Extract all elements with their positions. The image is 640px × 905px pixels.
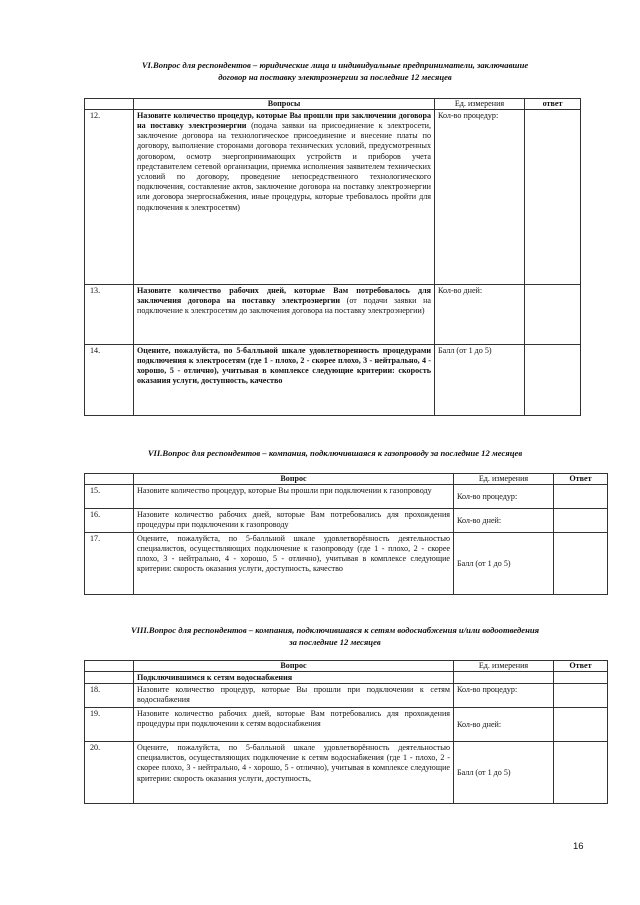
- table-header-row: [85, 661, 608, 672]
- unit-cell: Кол-во процедур:: [435, 110, 525, 285]
- unit-cell: Балл (от 1 до 5): [454, 533, 554, 595]
- question-text-bold: Оцените, пожалуйста, по 5-балльной шкале удовлетворенность процедурами подключения к электросетям (где 1 - плохо, 2 - скорее плохо, 3 - нейтрально, 4 - хорошо, 5 - отлично), учитывая в комплексе следующие критерии: скорость оказания услуги, доступность, качество: [137, 345, 431, 386]
- question-number: 14.: [85, 345, 134, 416]
- question-number: 19.: [85, 708, 134, 742]
- table-row: [85, 509, 608, 533]
- answer-field[interactable]: [554, 684, 608, 708]
- question-number: 18.: [85, 684, 134, 708]
- subheader-answer-cell: [554, 672, 608, 684]
- column-header-unit: Ед. измерения: [454, 661, 554, 672]
- section-8-heading: [60, 625, 610, 648]
- table-row: [85, 485, 608, 509]
- column-header-question: Вопрос: [134, 661, 454, 672]
- column-header-number: [85, 474, 134, 485]
- question-number: 12.: [85, 110, 134, 285]
- section-7-heading-line1: VII.Вопрос для респондентов – компания, подключившаяся к газопроводу за последние 12 месяцев: [147, 448, 523, 458]
- section-7-table: [84, 473, 608, 595]
- section-7-heading: [70, 448, 600, 460]
- question-text: [134, 110, 435, 285]
- question-text: [134, 285, 435, 345]
- answer-field[interactable]: [554, 708, 608, 742]
- section-6-heading-line2: договор на поставку электроэнергии за последние 12 месяцев: [218, 71, 452, 82]
- question-text-normal: (от подачи заявки на подключение к электросетям до заключения договора на поставку электроэнергии): [137, 295, 431, 316]
- page-number: 16: [573, 841, 584, 852]
- question-text: Назовите количество рабочих дней, которые Вам потребовались для прохождения процедуры при подключении к сетям водоснабжения: [134, 708, 454, 742]
- column-header-number: [85, 99, 134, 110]
- question-text-bold: Назовите количество рабочих дней, которые Вам потребовалось для заключения договора на поставку электроэнергии: [137, 285, 431, 305]
- unit-cell: Кол-во процедур:: [454, 684, 554, 708]
- table-row: [85, 345, 581, 416]
- question-text: Назовите количество процедур, которые Вы прошли при подключении к газопроводу: [134, 485, 454, 509]
- subheader-label: Подключившимся к сетям водоснабжения: [134, 672, 454, 684]
- question-number: 20.: [85, 742, 134, 804]
- question-text: Оцените, пожалуйста, по 5-балльной шкале удовлетворённость деятельностью специалистов, осуществляющих подключение к сетям водоснабжения (где 1 - плохо, 2 - скорее плохо, 3 - нейтрально, 4 - хорошо, 5 - отлично), учитывая в комплексе следующие критерии: скорость оказания услуги, доступность,: [134, 742, 454, 804]
- question-text: Оцените, пожалуйста, по 5-балльной шкале удовлетворённость деятельностью специалистов, осуществляющих подключение к газопроводу (где 1 - плохо, 2 - скорее плохо, 3 - нейтрально, 4 - хорошо, 5 - отлично), учитывая в комплексе следующие критерии: скорость оказания услуги, доступность, качество: [134, 533, 454, 595]
- column-header-question: Вопрос: [134, 474, 454, 485]
- table-row: [85, 533, 608, 595]
- question-text: [134, 345, 435, 416]
- section-6-heading-line1: VI.Вопрос для респондентов – юридические лица и индивидуальные предприниматели, заключавшие: [141, 60, 529, 70]
- question-text-normal: (подача заявки на присоединение к электросети, заключение договора на технологическое присоединение и внесение платы по договору, выполнение сторонами договора технических условий, предусмотренных договором, осмотр энергопринимающих устройств и приборов учета представителем сетевой организации, приемка исполнения заявителем технических условий по договору, проведение непосредственного технологического подключения, составление актов, заключение договора на поставку электроэнергии или договора энергоснабжения, иные процедуры, которые требовалось пройти для подключения к электросетям): [137, 120, 432, 212]
- unit-cell: Балл (от 1 до 5): [435, 345, 525, 416]
- question-text: Назовите количество процедур, которые Вы прошли при подключении к сетям водоснабжения: [134, 684, 454, 708]
- question-text-bold: Назовите количество процедур, которые Вы прошли при заключении договора на поставку электроэнергии: [137, 110, 431, 130]
- table-row: [85, 708, 608, 742]
- unit-cell: Балл (от 1 до 5): [454, 742, 554, 804]
- subheader-unit-cell: [454, 672, 554, 684]
- question-number: 16.: [85, 509, 134, 533]
- column-header-answer: ответ: [525, 99, 581, 110]
- section-6-table: [84, 98, 581, 416]
- answer-field[interactable]: [554, 742, 608, 804]
- section-8-table: [84, 660, 608, 804]
- question-number: 15.: [85, 485, 134, 509]
- answer-field[interactable]: [554, 533, 608, 595]
- table-row: [85, 684, 608, 708]
- table-row: [85, 285, 581, 345]
- column-header-answer: Ответ: [554, 661, 608, 672]
- column-header-question: Вопросы: [134, 99, 435, 110]
- unit-cell: Кол-во дней:: [435, 285, 525, 345]
- table-row: [85, 742, 608, 804]
- table-header-row: [85, 99, 581, 110]
- question-number: 13.: [85, 285, 134, 345]
- table-row: [85, 110, 581, 285]
- subheader-row: [85, 672, 608, 684]
- answer-field[interactable]: [554, 485, 608, 509]
- table-header-row: [85, 474, 608, 485]
- question-number: 17.: [85, 533, 134, 595]
- answer-field[interactable]: [554, 509, 608, 533]
- section-6-heading: [70, 60, 600, 83]
- column-header-unit: Ед. измерения: [435, 99, 525, 110]
- unit-cell: Кол-во процедур:: [454, 485, 554, 509]
- section-8-heading-line2: за последние 12 месяцев: [289, 636, 381, 647]
- section-8-heading-line1: VIII.Вопрос для респондентов – компания, подключившаяся к сетям водоснабжения и/или водоотведения: [130, 625, 540, 635]
- column-header-number: [85, 661, 134, 672]
- answer-field[interactable]: [525, 345, 581, 416]
- question-text: Назовите количество рабочих дней, которые Вам потребовались для прохождения процедуры при подключении к газопроводу: [134, 509, 454, 533]
- column-header-unit: Ед. измерения: [454, 474, 554, 485]
- unit-cell: Кол-во дней:: [454, 708, 554, 742]
- answer-field[interactable]: [525, 110, 581, 285]
- column-header-answer: Ответ: [554, 474, 608, 485]
- answer-field[interactable]: [525, 285, 581, 345]
- unit-cell: Кол-во дней:: [454, 509, 554, 533]
- subheader-number-cell: [85, 672, 134, 684]
